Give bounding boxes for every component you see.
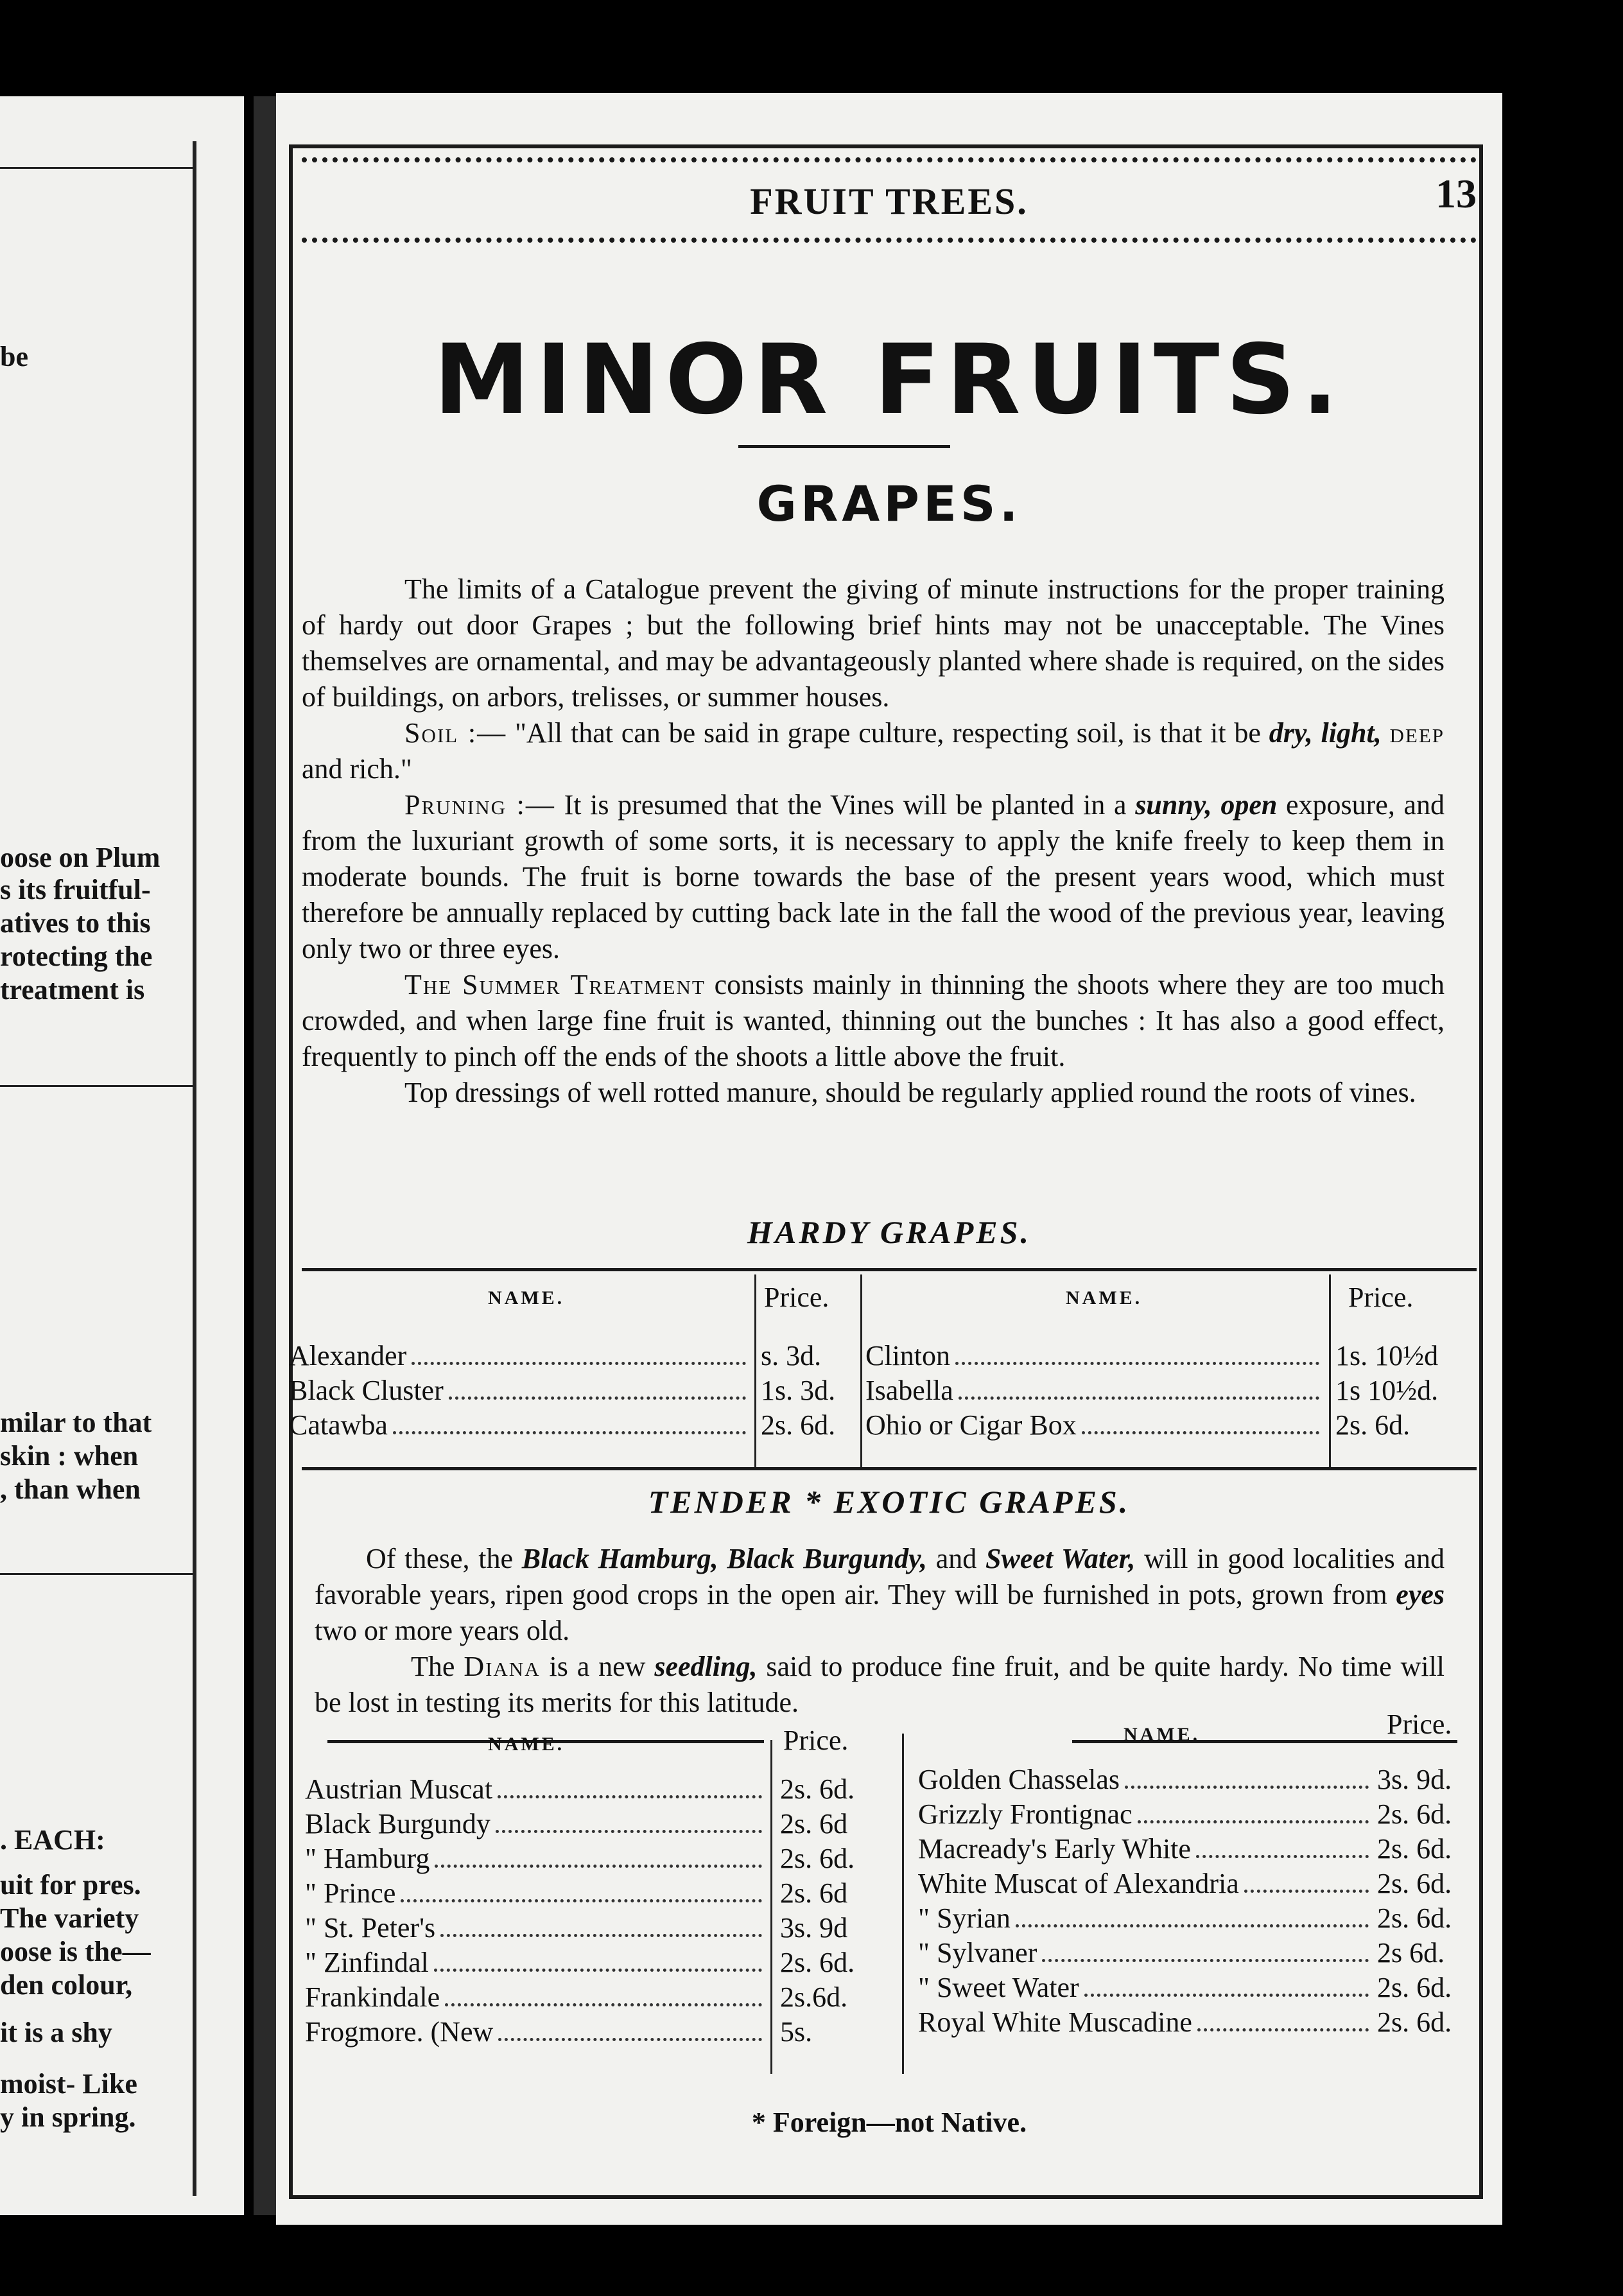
diana-text-run: said to produce fine fruit, and be quite hardy. No time will be lost in testing its merits for this latitude. (315, 1651, 1445, 1718)
grape-name: White Muscat of Alexandria (918, 1868, 1239, 1899)
grape-price: 2s. 6d. (1377, 1868, 1452, 1899)
column-divider (770, 1740, 772, 2074)
column-header-price: Price. (1348, 1282, 1414, 1313)
facing-text: it is a shy (0, 2017, 112, 2048)
tender-text-run: will in good localities and favorable years, ripen good crops in the open air. They will be furnished in pots, grown from (315, 1543, 1445, 1610)
grape-name: Grizzly Frontignac (918, 1798, 1133, 1830)
tender-text (315, 1541, 1445, 1721)
grape-name: Austrian Muscat (305, 1773, 493, 1805)
facing-text: skin : when (0, 1440, 139, 1472)
facing-page-border (193, 141, 196, 2196)
grape-price: 3s. 9d (780, 1912, 848, 1944)
leader-dots (1084, 1994, 1369, 1997)
facing-text: treatment is (0, 974, 145, 1005)
pruning-label: Pruning :— (404, 789, 555, 821)
leader-dots (955, 1362, 1319, 1365)
grape-price: s. 3d. (761, 1340, 822, 1371)
title-underline (738, 445, 950, 448)
leader-dots (1196, 1855, 1369, 1858)
diana-text-run: is a new (549, 1651, 646, 1682)
leader-dots (440, 1934, 762, 1937)
grape-name: Alexander (289, 1340, 407, 1371)
hardy-right-names (865, 1339, 1324, 1443)
facing-text: uit for pres. (0, 1869, 141, 1900)
leader-dots (393, 1431, 746, 1434)
table-row (305, 1841, 767, 1876)
column-divider (754, 1274, 756, 1467)
facing-text: oose on Plum (0, 842, 161, 873)
facing-text: atives to this (0, 907, 151, 939)
grape-name: Black Burgundy (305, 1808, 490, 1839)
leader-dots (959, 1396, 1319, 1400)
tender-text-run: and (935, 1543, 977, 1574)
summer-label: The Summer Treatment (404, 969, 706, 1000)
grape-name: Black Cluster (289, 1375, 444, 1406)
leader-dots (445, 2003, 762, 2006)
grape-price: 2s. 6d. (1377, 2006, 1452, 2038)
column-divider (902, 1734, 904, 2074)
tender-left-names (305, 1772, 767, 2049)
column-header-price: Price. (1387, 1709, 1452, 1740)
column-header-price: Price. (783, 1725, 849, 1756)
leader-dots (1082, 1431, 1319, 1434)
leader-dots (496, 1830, 762, 1833)
grape-price: 3s. 9d. (1377, 1764, 1452, 1795)
hardy-left-names (289, 1339, 751, 1443)
table-row (918, 2005, 1374, 2040)
grape-price: 2s. 6d. (1335, 1409, 1410, 1441)
leader-dots (449, 1396, 746, 1400)
grape-price: 1s. 3d. (761, 1375, 836, 1406)
grape-price: 2s. 6d. (761, 1409, 836, 1441)
tender-right-names (918, 1762, 1374, 2040)
leader-dots (1138, 1820, 1369, 1823)
hardy-right-prices (1335, 1339, 1438, 1443)
tender-text-run: two or more years old. (315, 1615, 570, 1646)
grape-price: 2s. 6d (780, 1877, 848, 1909)
table-row (289, 1339, 751, 1373)
grape-price: 2s. 6d. (780, 1843, 855, 1874)
tender-left-prices (780, 1772, 855, 2049)
grape-name: Clinton (865, 1340, 951, 1371)
eyes-term: eyes (1396, 1579, 1445, 1610)
header-dotted-rule (302, 238, 1477, 243)
catalogue-page (276, 93, 1502, 2225)
grape-price: 1s. 10½d (1335, 1340, 1439, 1371)
diana-paragraph (315, 1649, 1445, 1721)
grape-name: Frogmore. (New (305, 2016, 494, 2048)
grape-name: " Sweet Water (918, 1972, 1079, 2003)
tender-text-run: Of these, the (366, 1543, 514, 1574)
sweet-water: Sweet Water, (985, 1543, 1136, 1574)
page-title: MINOR FRUITS. (433, 324, 1345, 436)
pruning-paragraph (302, 787, 1445, 967)
black-burgundy: Black Burgundy, (727, 1543, 927, 1574)
grape-name: Royal White Muscadine (918, 2006, 1192, 2038)
soil-paragraph (302, 715, 1445, 787)
facing-text: oose is the— (0, 1936, 151, 1967)
column-header-name: NAME. (1066, 1287, 1143, 1309)
grape-price: 2s. 6d. (780, 1773, 855, 1805)
facing-text: s its fruitful- (0, 874, 151, 905)
grape-price: 2s. 6d (780, 1808, 848, 1839)
grape-name: Macready's Early White (918, 1833, 1191, 1865)
exotic-heading-part: * EXOTIC GRAPES. (804, 1484, 1131, 1520)
grapes-heading: GRAPES. (756, 475, 1022, 532)
soil-label: Soil :— (404, 717, 507, 749)
table-row (918, 1762, 1374, 1797)
facing-text: den colour, (0, 1969, 133, 2001)
tender-grapes-heading (276, 1483, 1502, 1520)
table-row (289, 1373, 751, 1408)
facing-text: The variety (0, 1902, 139, 1934)
leader-dots (1125, 1786, 1369, 1789)
facing-text: y in spring. (0, 2101, 136, 2133)
black-hamburg: Black Hamburg, (521, 1543, 718, 1574)
grape-name: Catawba (289, 1409, 388, 1441)
table-row (305, 1945, 767, 1980)
facing-text: rotecting the (0, 941, 153, 972)
column-header-name: NAME. (488, 1287, 565, 1309)
grape-name: Isabella (865, 1375, 953, 1406)
seedling-term: seedling, (654, 1651, 758, 1682)
grape-price: 2s. 6d. (1377, 1902, 1452, 1934)
grape-name: Ohio or Cigar Box (865, 1409, 1077, 1441)
tender-paragraph (315, 1541, 1445, 1649)
facing-text: moist- Like (0, 2068, 137, 2100)
intro-text (302, 571, 1445, 1111)
soil-deep: deep (1389, 717, 1445, 749)
diana-text-run: The (411, 1651, 455, 1682)
grape-name: " Hamburg (305, 1843, 430, 1874)
leader-dots (1244, 1890, 1369, 1893)
pruning-text-end: exposure, and from the luxuriant growth of some sorts, it is necessary to apply the knife freely to keep them in moderate bounds. The fruit is borne towards the base of the present years wood, which must therefore be annually replaced by cutting back late in the fall the wood of the previous year, leaving only two or three eyes. (302, 789, 1445, 964)
soil-text-end: and rich." (302, 753, 412, 785)
hardy-grapes-heading: HARDY GRAPES. (747, 1214, 1031, 1250)
table-row (918, 1936, 1374, 1970)
column-divider (860, 1274, 862, 1467)
leader-dots (1016, 1924, 1369, 1927)
grape-price: 5s. (780, 2016, 813, 2048)
facing-text: . EACH: (0, 1824, 105, 1856)
soil-dry-light: dry, light, (1269, 717, 1382, 749)
page-number: 13 (1436, 171, 1477, 216)
grape-name: Frankindale (305, 1981, 440, 2013)
facing-text: , than when (0, 1474, 141, 1505)
tender-heading-part: TENDER (648, 1484, 794, 1520)
summer-text: consists mainly in thinning the shoots where they are too much crowded, and when large fine fruit is wanted, thinning out the bunches : It has also a good effect, frequently to pinch off the ends of the shoots a little above the fruit. (302, 969, 1445, 1072)
grape-price: 1s 10½d. (1335, 1375, 1439, 1406)
grape-name: " Prince (305, 1877, 396, 1909)
section-header: FRUIT TREES. (750, 180, 1028, 222)
table-row (305, 1807, 767, 1841)
column-header-name: NAME. (1124, 1724, 1201, 1745)
divider (0, 1573, 193, 1575)
leader-dots (435, 1865, 762, 1868)
facing-text: milar to that (0, 1407, 152, 1438)
grape-price: 2s. 6d. (1377, 1833, 1452, 1865)
column-divider (1329, 1274, 1331, 1467)
pruning-sunny-open: sunny, open (1135, 789, 1278, 821)
table-row (918, 1901, 1374, 1936)
table-row (918, 1866, 1374, 1901)
grape-price: 2s.6d. (780, 1981, 848, 2013)
summer-paragraph (302, 967, 1445, 1075)
table-row (305, 1980, 767, 2015)
facing-text: be (0, 341, 28, 372)
grape-name: " St. Peter's (305, 1912, 436, 1944)
divider (0, 167, 193, 169)
leader-dots (401, 1899, 762, 1902)
hardy-left-prices (761, 1339, 835, 1443)
leader-dots (498, 2038, 762, 2041)
column-header-price: Price. (764, 1282, 829, 1313)
grape-price: 2s. 6d. (780, 1947, 855, 1978)
intro-paragraph: The limits of a Catalogue prevent the giving of minute instructions for the proper training of hardy out door Grapes ; but the following brief hints may not be unacceptable. The Vines themselves are ornamental, and may be advantageously planted where shade is required, on the sides of buildings, on arbors, trelisses, or summer houses. (302, 573, 1445, 713)
leader-dots (1197, 2028, 1369, 2031)
facing-page (0, 96, 244, 2215)
grape-name: " Sylvaner (918, 1937, 1037, 1969)
grape-name: Golden Chasselas (918, 1764, 1120, 1795)
table-row (865, 1373, 1324, 1408)
table-rule (302, 1467, 1477, 1470)
top-dotted-rule (302, 157, 1477, 162)
column-header-name: NAME. (488, 1734, 565, 1755)
leader-dots (498, 1795, 762, 1798)
leader-dots (412, 1362, 746, 1365)
grape-name: " Syrian (918, 1902, 1011, 1934)
table-row (289, 1408, 751, 1443)
grape-price: 2s. 6d. (1377, 1798, 1452, 1830)
leader-dots (434, 1969, 762, 1972)
table-row (865, 1408, 1324, 1443)
table-row (918, 1797, 1374, 1832)
table-rule (302, 1268, 1477, 1271)
soil-text: "All that can be said in grape culture, respecting soil, is that it be (514, 717, 1261, 749)
table-row (305, 1911, 767, 1945)
top-dressing-paragraph: Top dressings of well rotted manure, should be regularly applied round the roots of vines. (404, 1077, 1416, 1108)
table-row (865, 1339, 1324, 1373)
table-row (305, 1876, 767, 1911)
tender-right-prices (1377, 1762, 1452, 2040)
pruning-text: It is presumed that the Vines will be planted in a (564, 789, 1127, 821)
book-gutter (254, 96, 279, 2215)
table-row (305, 2015, 767, 2049)
table-row (918, 1832, 1374, 1866)
grape-price: 2s 6d. (1377, 1937, 1445, 1969)
leader-dots (1042, 1959, 1369, 1962)
table-row (305, 1772, 767, 1807)
divider (0, 1085, 193, 1087)
grape-name: " Zinfindal (305, 1947, 429, 1978)
table-row (918, 1970, 1374, 2005)
grape-price: 2s. 6d. (1377, 1972, 1452, 2003)
footnote: * Foreign—not Native. (751, 2107, 1027, 2138)
diana-name: Diana (464, 1651, 541, 1682)
